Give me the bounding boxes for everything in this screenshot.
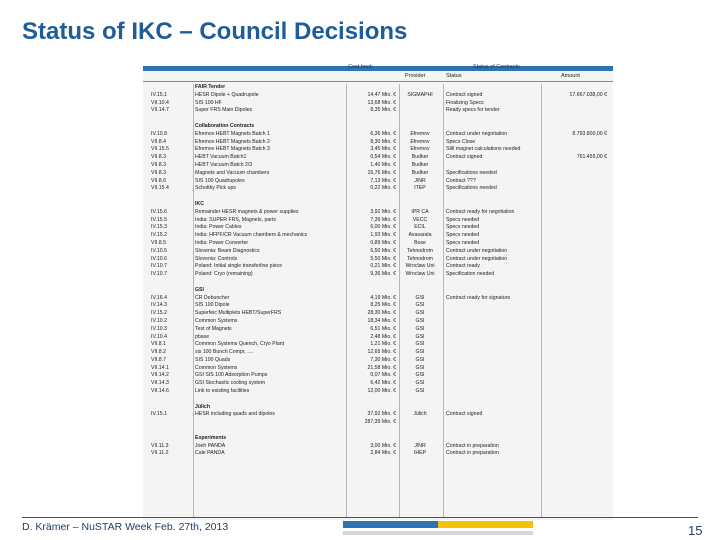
cell-cost: 2,48 Mio. €	[370, 333, 396, 340]
cell-code: IV.15.5	[151, 216, 167, 223]
cell-code: VII.8.3	[151, 154, 166, 161]
table-row	[143, 92, 613, 100]
cell-provider: VECC	[412, 216, 428, 223]
cell-code: VII.11.2	[151, 450, 169, 457]
table-row	[143, 263, 613, 271]
section-heading	[143, 84, 613, 92]
cell-provider: GSI	[415, 372, 425, 379]
cell-status: Specs Close	[446, 138, 476, 145]
cell-status: Contract signed	[446, 154, 483, 161]
cell-description: GSI SIS 100 Adsorption Pumps	[195, 372, 268, 379]
cell-provider: GSI	[415, 302, 425, 309]
cell-cost: 6,42 Mio. €	[370, 380, 396, 387]
decisions-table	[143, 66, 613, 520]
table-row	[143, 388, 613, 396]
cell-provider: GSI	[415, 341, 425, 348]
section-label: Experiments	[195, 434, 227, 441]
cell-provider: Wroclaw Uni	[405, 271, 435, 278]
cell-status: Specs needed	[446, 239, 480, 246]
cell-code: VII.8.5	[151, 239, 166, 246]
table-row	[143, 310, 613, 318]
cell-status: Specifications needed	[446, 169, 497, 176]
cell-provider: Efremov	[410, 138, 430, 145]
cell-status: Specs needed	[446, 224, 480, 231]
cell-status: Contract in preparation	[446, 450, 499, 457]
cell-description: Remainder HESR magnets & power supplies	[195, 208, 299, 215]
cell-cost: 7,13 Mio. €	[370, 177, 396, 184]
cell-code: VII.14.1	[151, 364, 169, 371]
cell-code: VII.8.6	[151, 177, 166, 184]
table-row	[143, 217, 613, 225]
cell-cost: 1,21 Mio. €	[370, 341, 396, 348]
cell-code: VII.15.4	[151, 185, 169, 192]
table-row	[143, 107, 613, 115]
section-label: Jülich	[195, 403, 210, 410]
cell-description: Slovenia: Controls	[195, 255, 238, 262]
cell-code: IV.15.3	[151, 224, 167, 231]
cell-cost: 18,34 Mio. €	[367, 317, 396, 324]
table-row	[143, 357, 613, 365]
cell-description: Superfeic Multiplets HEBT/SuperFRS	[195, 310, 282, 317]
column-header-row	[143, 73, 613, 81]
cell-code: VII.14.3	[151, 380, 169, 387]
cell-cost: 14,47 Mio. €	[367, 91, 396, 98]
cell-description: Cale PANDA	[195, 450, 225, 457]
cell-cost: 9,36 Mio. €	[370, 271, 396, 278]
cell-cost: 21,58 Mio. €	[367, 364, 396, 371]
table-row	[143, 170, 613, 178]
table-row	[143, 256, 613, 264]
cell-status: Contract ???	[446, 177, 476, 184]
cell-code: IV.10.7	[151, 263, 167, 270]
cell-description: Common Systems	[195, 317, 238, 324]
cell-description: Efremov HEBT Magnets Batch 1	[195, 130, 270, 137]
cell-status: Still magnet calculations needed	[446, 146, 521, 153]
cell-cost: 7,30 Mio. €	[370, 356, 396, 363]
cell-provider: JINR	[414, 442, 426, 449]
cell-code: VII.11.3	[151, 442, 169, 449]
spacer-row	[143, 396, 613, 404]
cell-code: IV.10.7	[151, 271, 167, 278]
cell-cost: 0,54 Mio. €	[370, 154, 396, 161]
section-heading	[143, 404, 613, 412]
cell-provider: GSI	[415, 388, 425, 395]
cell-description: HESR Dipole + Quadrupole	[195, 91, 259, 98]
cell-provider: ECIL	[414, 224, 426, 231]
table-row	[143, 162, 613, 170]
cell-cost: 0,22 Mio. €	[370, 185, 396, 192]
cell-cost: 8,30 Mio. €	[370, 138, 396, 145]
cell-description: Super FRS Main Dipoles	[195, 107, 253, 114]
table-row	[143, 209, 613, 217]
cell-code: IV.15.2	[151, 310, 167, 317]
cell-cost: 12,65 Mio. €	[367, 349, 396, 356]
cell-description: Common Systems Quench, Cryo Plant	[195, 341, 285, 348]
cell-cost: 15,76 Mio. €	[367, 169, 396, 176]
cell-status: Contract ready for signature	[446, 294, 511, 301]
cell-provider: GSI	[415, 325, 425, 332]
cell-cost: 3,92 Mio. €	[370, 208, 396, 215]
cell-code: VII.8.1	[151, 341, 166, 348]
cell-code: VII.10.4	[151, 99, 169, 106]
cell-provider: GSI	[415, 294, 425, 301]
cell-provider: Tehnodrom	[407, 255, 433, 262]
page-number: 15	[688, 523, 703, 538]
cell-code: VII.8.3	[151, 161, 166, 168]
cell-provider: Efremov	[410, 146, 430, 153]
footer-bar-yellow	[438, 521, 533, 528]
table-row	[143, 341, 613, 349]
cell-provider: GSI	[415, 317, 425, 324]
cell-cost: 28,30 Mio. €	[367, 310, 396, 317]
cell-code: IV.15.1	[151, 411, 167, 418]
cell-provider: IHEP	[413, 450, 427, 457]
cell-amount: 17.667.038,00 €	[569, 91, 607, 98]
cell-description: India: Power Cables	[195, 224, 242, 231]
footer-bar-gray	[343, 531, 533, 535]
table-row	[143, 349, 613, 357]
cell-provider: GSI	[415, 364, 425, 371]
spacer-row	[143, 427, 613, 435]
cell-cost: 3,00 Mio. €	[370, 442, 396, 449]
cell-description: Common Systems	[195, 364, 238, 371]
spacer-row	[143, 115, 613, 123]
cell-status: Contract under negotiation	[446, 255, 508, 262]
cell-description: GSI Stochastic cooling system	[195, 380, 266, 387]
table-row	[143, 178, 613, 186]
cell-status: Contract ready	[446, 263, 481, 270]
section-heading	[143, 123, 613, 131]
cell-code: VII.8.7	[151, 356, 166, 363]
cell-provider: Jülich	[413, 411, 427, 418]
section-label: GSI	[195, 286, 204, 293]
cell-code: IV.16.4	[151, 294, 167, 301]
cell-code: IV.14.3	[151, 302, 167, 309]
cell-provider: Wroclaw Uni	[405, 263, 435, 270]
cell-code: VII.8.4	[151, 138, 166, 145]
footer-divider	[22, 517, 698, 518]
cell-cost: 4,19 Mio. €	[370, 294, 396, 301]
cell-description: Slovenia: Beam Diagnostics	[195, 247, 260, 254]
cell-provider: GSI	[415, 349, 425, 356]
cell-description: Test of Magnets	[195, 325, 232, 332]
table-row	[143, 271, 613, 279]
table-row	[143, 302, 613, 310]
table-row	[143, 240, 613, 248]
section-label: IKC	[195, 200, 204, 207]
cell-description: HESR including quads and dipoles	[195, 411, 275, 418]
table-row	[143, 372, 613, 380]
cell-provider: Budker	[411, 161, 429, 168]
table-row	[143, 419, 613, 427]
cell-provider: Budker	[411, 154, 429, 161]
cell-cost: 8,25 Mio. €	[370, 302, 396, 309]
cell-description: Magnets and Vacuum chambers	[195, 169, 270, 176]
cell-description: HEBT Vacuum Batch 2/3	[195, 161, 253, 168]
cell-provider: ITEP	[414, 185, 426, 192]
cell-description: India: SUPER FRS, Magnets, parts	[195, 216, 277, 223]
cell-description: SIS 100 Quadrupoles	[195, 177, 245, 184]
section-heading	[143, 287, 613, 295]
cell-provider: SIGMAPHI	[407, 91, 433, 98]
cell-amount: 8.793.800,00 €	[572, 130, 607, 137]
table-row	[143, 326, 613, 334]
cell-code: IV.10.8	[151, 130, 167, 137]
cell-provider: GSI	[415, 310, 425, 317]
table-row	[143, 232, 613, 240]
cell-amount: 761.455,00 €	[576, 154, 607, 161]
cell-description: India: Power Converter	[195, 239, 249, 246]
table-row	[143, 185, 613, 193]
cell-description: HEBT Vacuum Batch1	[195, 154, 247, 161]
cell-provider: Tehnodrom	[407, 247, 433, 254]
table-body	[143, 84, 613, 458]
cell-code: VII.8.2	[151, 349, 166, 356]
footer-text: D. Krämer – NuSTAR Week Feb. 27th, 2013	[22, 521, 229, 533]
cell-provider: Bose	[414, 239, 426, 246]
table-row	[143, 139, 613, 147]
cell-description: Schottky Pick ups	[195, 185, 236, 192]
cell-status: Contract ready for negotiation	[446, 208, 515, 215]
cell-code: VII.14.7	[151, 107, 169, 114]
cell-code: VII.8.3	[151, 169, 166, 176]
column-header-status: Status	[446, 73, 462, 79]
cell-description: SIS 100 Quads	[195, 356, 231, 363]
footer-bar-blue	[343, 521, 438, 528]
cell-status: Specification needed	[446, 271, 495, 278]
cell-cost: 0,89 Mio. €	[370, 239, 396, 246]
cell-code: IV.10.2	[151, 317, 167, 324]
cell-status: Contract under negotiation	[446, 130, 508, 137]
cell-code: IV.10.6	[151, 255, 167, 262]
cell-provider: IPR CA	[411, 208, 429, 215]
table-row	[143, 411, 613, 419]
cell-cost: 1,40 Mio. €	[370, 161, 396, 168]
cell-cost: 6,51 Mio. €	[370, 325, 396, 332]
cell-code: VII.14.2	[151, 372, 169, 379]
cell-cost: 3,45 Mio. €	[370, 146, 396, 153]
cell-cost: 37,92 Mio. €	[367, 411, 396, 418]
cell-description: pbase	[195, 333, 210, 340]
cell-status: Contract signed	[446, 91, 483, 98]
column-header-provider: Provider	[405, 73, 426, 79]
cell-code: IV.10.4	[151, 333, 167, 340]
table-row	[143, 224, 613, 232]
cell-description: Poland: Cryo (remaining)	[195, 271, 253, 278]
cell-cost: 2,84 Mio. €	[370, 450, 396, 457]
cell-cost: 12,00 Mio. €	[367, 388, 396, 395]
page-title: Status of IKC – Council Decisions	[22, 18, 408, 45]
cell-code: IV.15.2	[151, 232, 167, 239]
table-row	[143, 146, 613, 154]
cell-provider: JINR	[414, 177, 426, 184]
cell-cost: 6,00 Mio. €	[370, 224, 396, 231]
cell-provider: Budker	[411, 169, 429, 176]
cell-code: IV.10.3	[151, 325, 167, 332]
cell-status: Contract under negotiation	[446, 247, 508, 254]
cell-provider: GSI	[415, 356, 425, 363]
cell-cost: 1,93 Mio. €	[370, 232, 396, 239]
cell-cost: 6,36 Mio. €	[370, 130, 396, 137]
table-row	[143, 334, 613, 342]
cell-status: Finalizing Specs	[446, 99, 484, 106]
table-row	[143, 443, 613, 451]
cell-code: VII.15.5	[151, 146, 169, 153]
cell-cost: 0,21 Mio. €	[370, 263, 396, 270]
table-row	[143, 318, 613, 326]
table-row	[143, 380, 613, 388]
cell-status: Specifications needed	[446, 185, 497, 192]
cell-description: SIS 100 HF	[195, 99, 222, 106]
cell-code: IV.15.6	[151, 208, 167, 215]
spacer-row	[143, 193, 613, 201]
table-row	[143, 295, 613, 303]
table-row	[143, 100, 613, 108]
cell-description: Link to existing facilities	[195, 388, 250, 395]
cell-description: Efremov HEBT Magnets Batch 2	[195, 138, 270, 145]
table-row	[143, 248, 613, 256]
table-header-bar	[143, 66, 613, 71]
cell-description: SIS 100 Dipole	[195, 302, 230, 309]
cell-description: Poland: Initial single transferline piece	[195, 263, 283, 270]
cell-description: Efremov HEBT Magnets Batch 3	[195, 146, 270, 153]
cell-description: CR Debuncher	[195, 294, 230, 301]
table-row	[143, 154, 613, 162]
cell-cost: 0,07 Mio. €	[370, 372, 396, 379]
cell-code: VII.14.6	[151, 388, 169, 395]
cell-provider: Efremov	[410, 130, 430, 137]
cell-cost: 6,50 Mio. €	[370, 247, 396, 254]
group-header-status-of-contracts: Status of Contracts	[473, 64, 520, 70]
cell-status: Contract signed	[446, 411, 483, 418]
cell-status: Specs needed	[446, 232, 480, 239]
cell-provider: GSI	[415, 333, 425, 340]
table-row	[143, 131, 613, 139]
column-header-amount: Amount	[561, 73, 580, 79]
cell-status: Specs needed	[446, 216, 480, 223]
cell-cost: 7,39 Mio. €	[370, 216, 396, 223]
cell-provider: Avasarala	[408, 232, 432, 239]
section-heading	[143, 201, 613, 209]
cell-provider: GSI	[415, 380, 425, 387]
group-header-cost-book: Cost book	[348, 64, 373, 70]
cell-cost: 13,68 Mio. €	[367, 99, 396, 106]
section-label: FAIR Tender	[195, 84, 226, 90]
cell-description: Joeh PANDA	[195, 442, 226, 449]
cell-cost: 8,35 Mio. €	[370, 107, 396, 114]
cell-code: IV.15.1	[151, 91, 167, 98]
cell-status: Contract in preparation	[446, 442, 499, 449]
cell-code: IV.10.5	[151, 247, 167, 254]
cell-description: sis 100 Bunch Compr, ....	[195, 349, 253, 356]
table-row	[143, 450, 613, 458]
spacer-row	[143, 279, 613, 287]
section-heading	[143, 435, 613, 443]
section-label: Collaboration Contracts	[195, 122, 255, 129]
cell-cost: 287,39 Mio. €	[364, 419, 396, 426]
table-row	[143, 365, 613, 373]
cell-status: Ready specs for tender	[446, 107, 500, 114]
cell-cost: 5,50 Mio. €	[370, 255, 396, 262]
cell-description: India: HFPF/CR Vacuum chambers & mechanics	[195, 232, 308, 239]
header-divider	[143, 81, 613, 82]
